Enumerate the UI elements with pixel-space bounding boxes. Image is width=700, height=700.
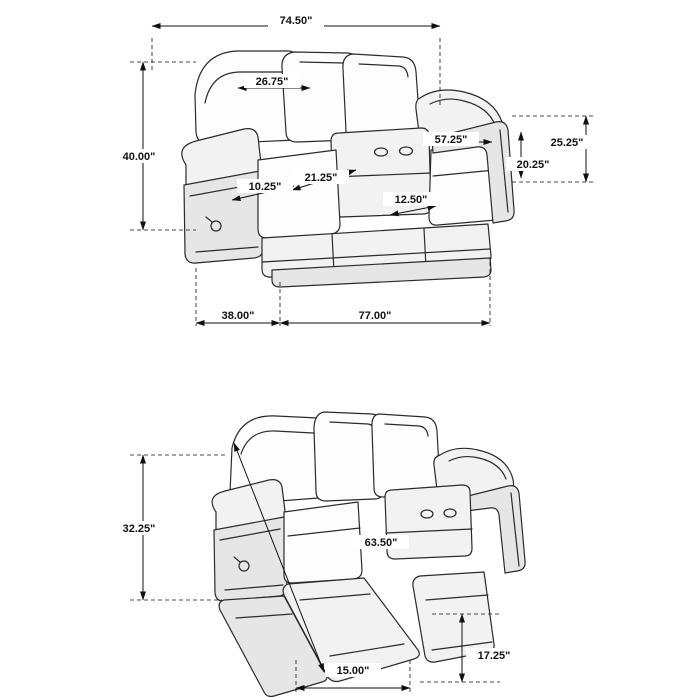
- dim-57-25: 57.25": [434, 134, 468, 146]
- dim-15-00: 15.00": [336, 665, 370, 677]
- dim-40-00: 40.00": [122, 151, 156, 163]
- dim-10-25: 10.25": [248, 181, 282, 193]
- dim-26-75: 26.75": [255, 76, 289, 88]
- dim-63-50: 63.50": [364, 537, 398, 549]
- dim-74-50: 74.50": [279, 15, 313, 27]
- dim-21-25: 21.25": [304, 172, 338, 184]
- dim-25-25: 25.25": [550, 137, 584, 149]
- dim-32-25: 32.25": [122, 523, 156, 535]
- top-sofa-illustration: [182, 51, 514, 287]
- dim-17-25: 17.25": [477, 650, 511, 662]
- dim-12-50: 12.50": [394, 194, 428, 206]
- dim-20-25: 20.25": [516, 159, 550, 171]
- dim-38-00: 38.00": [221, 310, 255, 322]
- dim-77-00: 77.00": [358, 310, 392, 322]
